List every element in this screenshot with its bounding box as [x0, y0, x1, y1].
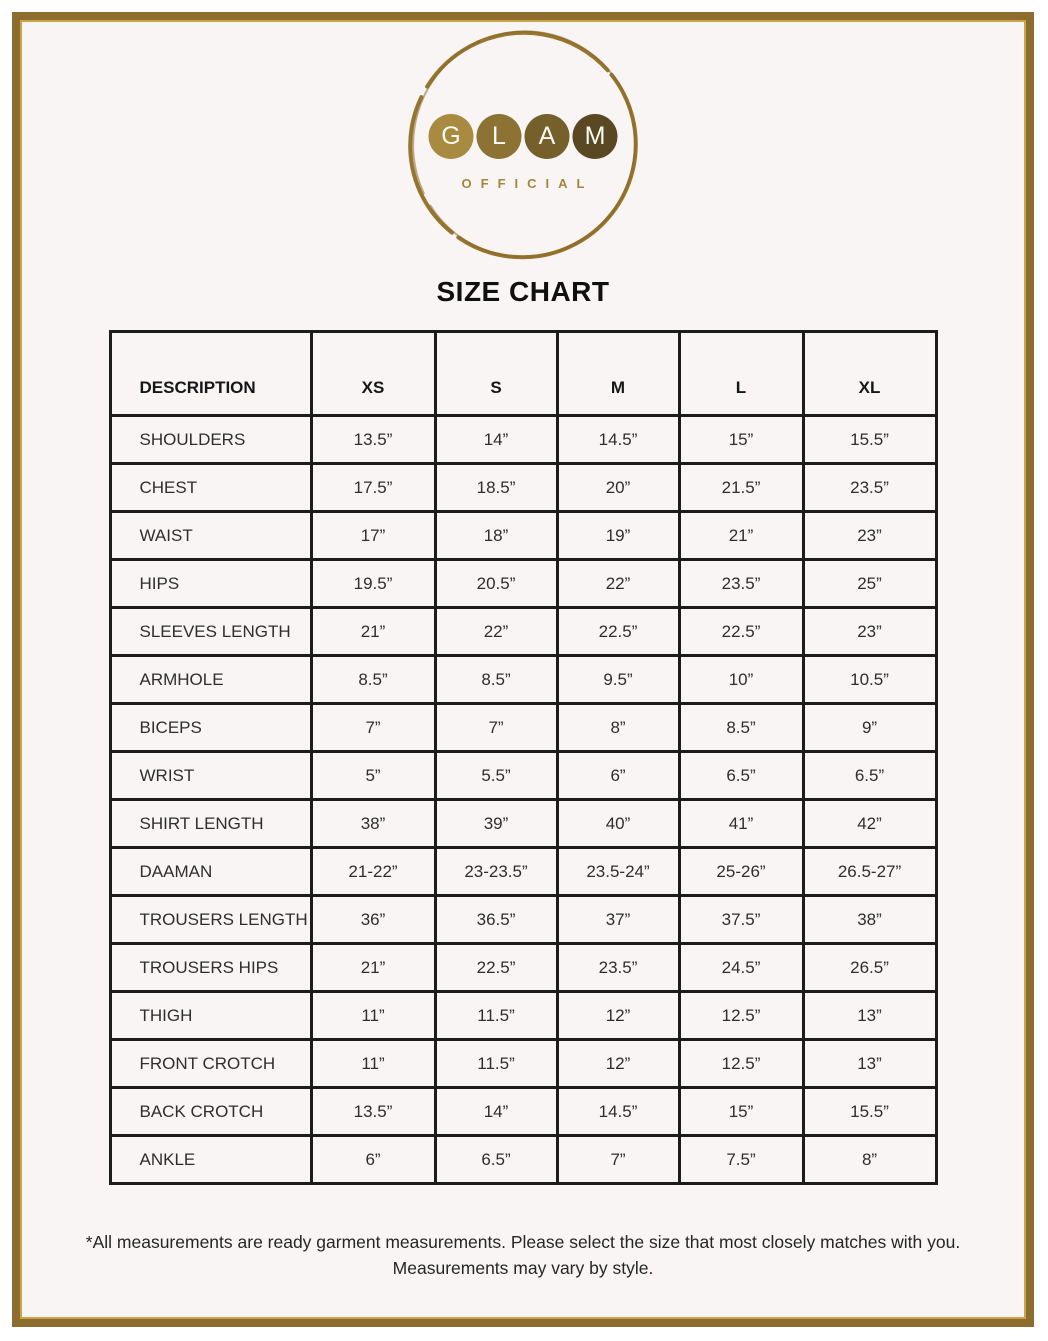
measurement-value: 36.5”: [435, 896, 557, 944]
measurement-value: 26.5”: [803, 944, 936, 992]
measurement-value: 22”: [557, 560, 679, 608]
page-title: SIZE CHART: [436, 276, 610, 307]
measurement-value: 20.5”: [435, 560, 557, 608]
measurement-value: 17”: [311, 512, 435, 560]
footer-line-1: *All measurements are ready garment measurements. Please select the size that most closely matches with you.: [85, 1232, 961, 1252]
measurement-value: 39”: [435, 800, 557, 848]
table-row: [110, 1088, 936, 1136]
table-row: [110, 1040, 936, 1088]
measurement-value: 37”: [557, 896, 679, 944]
measurement-value: 38”: [803, 896, 936, 944]
table-row: [110, 512, 936, 560]
brand-letter-l: L: [477, 114, 522, 159]
measurement-value: 40”: [557, 800, 679, 848]
measurement-label: TROUSERS LENGTH: [110, 896, 311, 944]
measurement-value: 37.5”: [679, 896, 803, 944]
size-column-header: S: [435, 332, 557, 416]
measurement-value: 6”: [311, 1136, 435, 1184]
measurement-value: 23-23.5”: [435, 848, 557, 896]
measurement-value: 9”: [803, 704, 936, 752]
measurement-value: 23”: [803, 608, 936, 656]
table-row: [110, 800, 936, 848]
measurement-value: 26.5-27”: [803, 848, 936, 896]
measurement-label: TROUSERS HIPS: [110, 944, 311, 992]
size-column-header: XL: [803, 332, 936, 416]
measurement-value: 24.5”: [679, 944, 803, 992]
measurement-label: BACK CROTCH: [110, 1088, 311, 1136]
measurement-value: 23.5”: [803, 464, 936, 512]
measurement-label: SHIRT LENGTH: [110, 800, 311, 848]
measurement-value: 8.5”: [435, 656, 557, 704]
measurement-value: 7”: [557, 1136, 679, 1184]
measurement-value: 15”: [679, 1088, 803, 1136]
table-row: [110, 1136, 936, 1184]
measurement-value: 42”: [803, 800, 936, 848]
table-row: [110, 704, 936, 752]
measurement-value: 15.5”: [803, 1088, 936, 1136]
measurement-value: 10.5”: [803, 656, 936, 704]
measurement-value: 15.5”: [803, 416, 936, 464]
table-row: [110, 896, 936, 944]
measurement-value: 25”: [803, 560, 936, 608]
measurement-value: 18.5”: [435, 464, 557, 512]
brand-letter-g: G: [429, 114, 474, 159]
measurement-value: 18”: [435, 512, 557, 560]
measurement-value: 22.5”: [435, 944, 557, 992]
measurement-value: 12.5”: [679, 992, 803, 1040]
measurement-value: 21”: [679, 512, 803, 560]
table-row: [110, 656, 936, 704]
size-column-header: XS: [311, 332, 435, 416]
table-row: [110, 848, 936, 896]
brand-subtitle: OFFICIAL: [461, 176, 594, 191]
size-table-body: [110, 416, 936, 1184]
measurement-value: 7”: [435, 704, 557, 752]
measurement-label: CHEST: [110, 464, 311, 512]
measurement-value: 19.5”: [311, 560, 435, 608]
measurement-value: 25-26”: [679, 848, 803, 896]
measurement-label: WRIST: [110, 752, 311, 800]
measurement-value: 8.5”: [311, 656, 435, 704]
table-row: [110, 992, 936, 1040]
table-row: [110, 560, 936, 608]
measurement-value: 10”: [679, 656, 803, 704]
measurement-value: 17.5”: [311, 464, 435, 512]
table-row: [110, 608, 936, 656]
measurement-value: 8”: [557, 704, 679, 752]
measurement-value: 13”: [803, 992, 936, 1040]
measurement-value: 7”: [311, 704, 435, 752]
measurement-value: 23.5-24”: [557, 848, 679, 896]
measurement-value: 20”: [557, 464, 679, 512]
measurement-label: SHOULDERS: [110, 416, 311, 464]
measurement-value: 11.5”: [435, 1040, 557, 1088]
measurement-value: 22.5”: [557, 608, 679, 656]
measurement-value: 9.5”: [557, 656, 679, 704]
measurement-value: 22.5”: [679, 608, 803, 656]
measurement-value: 6.5”: [803, 752, 936, 800]
measurement-label: ANKLE: [110, 1136, 311, 1184]
measurement-value: 6.5”: [435, 1136, 557, 1184]
measurement-value: 8”: [803, 1136, 936, 1184]
size-table-wrap: [109, 330, 938, 1185]
gold-frame: [12, 12, 1034, 1327]
measurement-value: 6.5”: [679, 752, 803, 800]
measurement-value: 13”: [803, 1040, 936, 1088]
table-row: [110, 416, 936, 464]
measurement-value: 12”: [557, 1040, 679, 1088]
measurement-label: FRONT CROTCH: [110, 1040, 311, 1088]
measurement-value: 5”: [311, 752, 435, 800]
measurement-value: 41”: [679, 800, 803, 848]
measurement-value: 11”: [311, 1040, 435, 1088]
measurement-label: THIGH: [110, 992, 311, 1040]
measurement-value: 15”: [679, 416, 803, 464]
measurement-value: 11”: [311, 992, 435, 1040]
header-row: [110, 332, 936, 416]
measurement-label: HIPS: [110, 560, 311, 608]
size-table: [109, 330, 938, 1185]
measurement-value: 23”: [803, 512, 936, 560]
brand-logo: [406, 28, 641, 263]
measurement-value: 11.5”: [435, 992, 557, 1040]
measurement-value: 19”: [557, 512, 679, 560]
measurement-value: 14.5”: [557, 1088, 679, 1136]
measurement-value: 13.5”: [311, 416, 435, 464]
measurement-value: 8.5”: [679, 704, 803, 752]
measurement-label: ARMHOLE: [110, 656, 311, 704]
measurement-value: 12.5”: [679, 1040, 803, 1088]
brand-letter-a: A: [525, 114, 570, 159]
measurement-value: 21”: [311, 608, 435, 656]
measurement-value: 23.5”: [679, 560, 803, 608]
measurement-value: 21”: [311, 944, 435, 992]
measurement-value: 14”: [435, 1088, 557, 1136]
measurement-value: 14”: [435, 416, 557, 464]
measurement-value: 7.5”: [679, 1136, 803, 1184]
measurement-value: 22”: [435, 608, 557, 656]
brand-letter-m: M: [573, 114, 618, 159]
measurement-label: WAIST: [110, 512, 311, 560]
table-row: [110, 752, 936, 800]
measurement-value: 12”: [557, 992, 679, 1040]
measurement-value: 14.5”: [557, 416, 679, 464]
size-table-head: [110, 332, 936, 416]
measurement-value: 36”: [311, 896, 435, 944]
table-row: [110, 464, 936, 512]
footer-line-2: Measurements may vary by style.: [392, 1258, 654, 1279]
table-row: [110, 944, 936, 992]
size-column-header: L: [679, 332, 803, 416]
measurement-label: BICEPS: [110, 704, 311, 752]
size-column-header: M: [557, 332, 679, 416]
measurement-value: 5.5”: [435, 752, 557, 800]
description-header: DESCRIPTION: [110, 332, 311, 416]
measurement-label: SLEEVES LENGTH: [110, 608, 311, 656]
brand-letters: [429, 114, 618, 159]
content-area: [20, 20, 1026, 1319]
measurement-value: 21-22”: [311, 848, 435, 896]
measurement-value: 6”: [557, 752, 679, 800]
measurement-value: 38”: [311, 800, 435, 848]
measurement-value: 13.5”: [311, 1088, 435, 1136]
measurement-value: 21.5”: [679, 464, 803, 512]
measurement-label: DAAMAN: [110, 848, 311, 896]
measurement-value: 23.5”: [557, 944, 679, 992]
footer-note: [73, 1229, 973, 1282]
